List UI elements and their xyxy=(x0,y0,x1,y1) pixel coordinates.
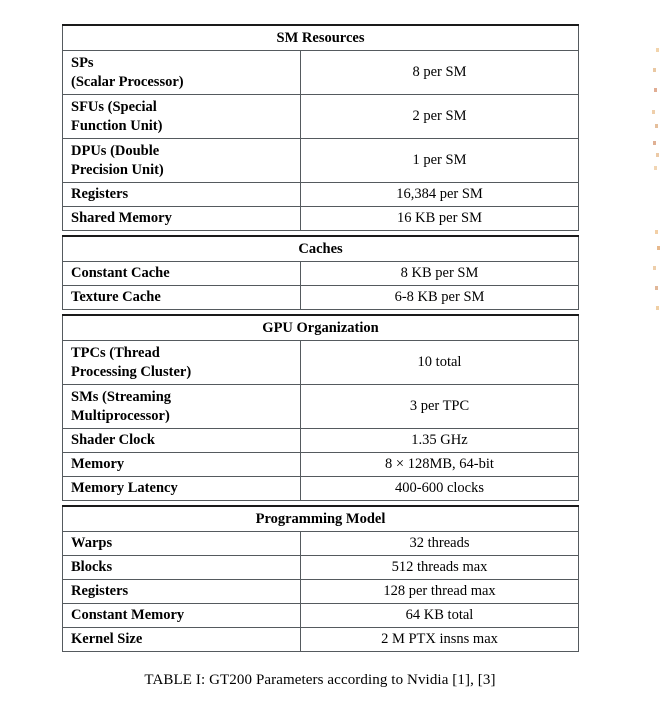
table-row xyxy=(63,556,579,580)
table-row xyxy=(63,95,579,139)
table-row xyxy=(63,429,579,453)
row-label xyxy=(63,556,301,580)
row-label-line: Blocks xyxy=(71,559,113,576)
row-value: 400-600 clocks xyxy=(301,477,579,501)
row-value: 32 threads xyxy=(301,532,579,556)
row-value: 2 M PTX insns max xyxy=(301,628,579,652)
table-row xyxy=(63,341,579,385)
table-row xyxy=(63,628,579,652)
section-title: Caches xyxy=(63,236,579,262)
table-row xyxy=(63,183,579,207)
margin-speck xyxy=(655,124,658,128)
margin-speck xyxy=(654,88,657,92)
table-row xyxy=(63,385,579,429)
table-row xyxy=(63,580,579,604)
table-section xyxy=(62,505,579,652)
row-label xyxy=(63,95,301,139)
row-label-line: Shader Clock xyxy=(71,432,155,449)
table-row xyxy=(63,262,579,286)
row-label xyxy=(63,604,301,628)
margin-speck xyxy=(655,286,658,290)
row-value: 3 per TPC xyxy=(301,385,579,429)
row-label xyxy=(63,51,301,95)
section-title: Programming Model xyxy=(63,506,579,532)
row-value: 6-8 KB per SM xyxy=(301,286,579,310)
table-row xyxy=(63,532,579,556)
margin-speck xyxy=(653,141,656,145)
page-margin-artifacts xyxy=(646,0,660,708)
row-label-line: DPUs (Double xyxy=(71,142,160,159)
table-row xyxy=(63,51,579,95)
row-label xyxy=(63,477,301,501)
row-label xyxy=(63,139,301,183)
row-label-line: Processing Cluster) xyxy=(71,363,192,380)
table-row xyxy=(63,604,579,628)
table-section xyxy=(62,24,579,231)
row-value: 1.35 GHz xyxy=(301,429,579,453)
row-label-line: Memory xyxy=(71,456,125,473)
row-label xyxy=(63,580,301,604)
table-row xyxy=(63,477,579,501)
row-value: 10 total xyxy=(301,341,579,385)
table-row xyxy=(63,139,579,183)
row-label-line: SMs (Streaming xyxy=(71,388,172,405)
row-label-line: Function Unit) xyxy=(71,117,163,134)
row-label-line: Multiprocessor) xyxy=(71,407,170,424)
table-row xyxy=(63,207,579,231)
margin-speck xyxy=(656,48,659,52)
row-label xyxy=(63,207,301,231)
row-value: 16,384 per SM xyxy=(301,183,579,207)
section-header-row xyxy=(63,315,579,341)
section-header-row xyxy=(63,25,579,51)
row-value: 8 per SM xyxy=(301,51,579,95)
margin-speck xyxy=(654,166,657,170)
margin-speck xyxy=(653,266,656,270)
row-label-line: Kernel Size xyxy=(71,631,143,648)
table-section xyxy=(62,314,579,501)
row-label xyxy=(63,429,301,453)
row-value: 64 KB total xyxy=(301,604,579,628)
row-label-line: Memory Latency xyxy=(71,480,178,497)
section-title: GPU Organization xyxy=(63,315,579,341)
row-value: 128 per thread max xyxy=(301,580,579,604)
row-label xyxy=(63,341,301,385)
section-header-row xyxy=(63,506,579,532)
margin-speck xyxy=(653,68,656,72)
row-value: 16 KB per SM xyxy=(301,207,579,231)
row-label-line: Constant Memory xyxy=(71,607,185,624)
table-figure xyxy=(62,24,578,652)
row-label xyxy=(63,628,301,652)
row-label-line: Shared Memory xyxy=(71,210,172,227)
table-row xyxy=(63,453,579,477)
row-label-line: Warps xyxy=(71,535,113,552)
row-label-line: SFUs (Special xyxy=(71,98,157,115)
table-caption: TABLE I: GT200 Parameters according to Nvidia [1], [3] xyxy=(144,672,496,688)
row-label xyxy=(63,532,301,556)
row-value: 512 threads max xyxy=(301,556,579,580)
row-label-line: Constant Cache xyxy=(71,265,170,282)
margin-speck xyxy=(655,230,658,234)
row-label-line: Precision Unit) xyxy=(71,161,164,178)
row-value: 8 × 128MB, 64-bit xyxy=(301,453,579,477)
row-label xyxy=(63,183,301,207)
margin-speck xyxy=(656,306,659,310)
row-label xyxy=(63,453,301,477)
table-section xyxy=(62,235,579,310)
row-label-line: (Scalar Processor) xyxy=(71,73,184,90)
row-value: 2 per SM xyxy=(301,95,579,139)
row-label-line: Texture Cache xyxy=(71,289,161,306)
row-label-line: Registers xyxy=(71,186,129,203)
row-label xyxy=(63,286,301,310)
table-row xyxy=(63,286,579,310)
row-label xyxy=(63,262,301,286)
row-value: 1 per SM xyxy=(301,139,579,183)
row-value: 8 KB per SM xyxy=(301,262,579,286)
section-title: SM Resources xyxy=(63,25,579,51)
row-label xyxy=(63,385,301,429)
section-header-row xyxy=(63,236,579,262)
row-label-line: SPs xyxy=(71,54,94,71)
row-label-line: TPCs (Thread xyxy=(71,344,160,361)
row-label-line: Registers xyxy=(71,583,129,600)
margin-speck xyxy=(652,110,655,114)
margin-speck xyxy=(656,153,659,157)
